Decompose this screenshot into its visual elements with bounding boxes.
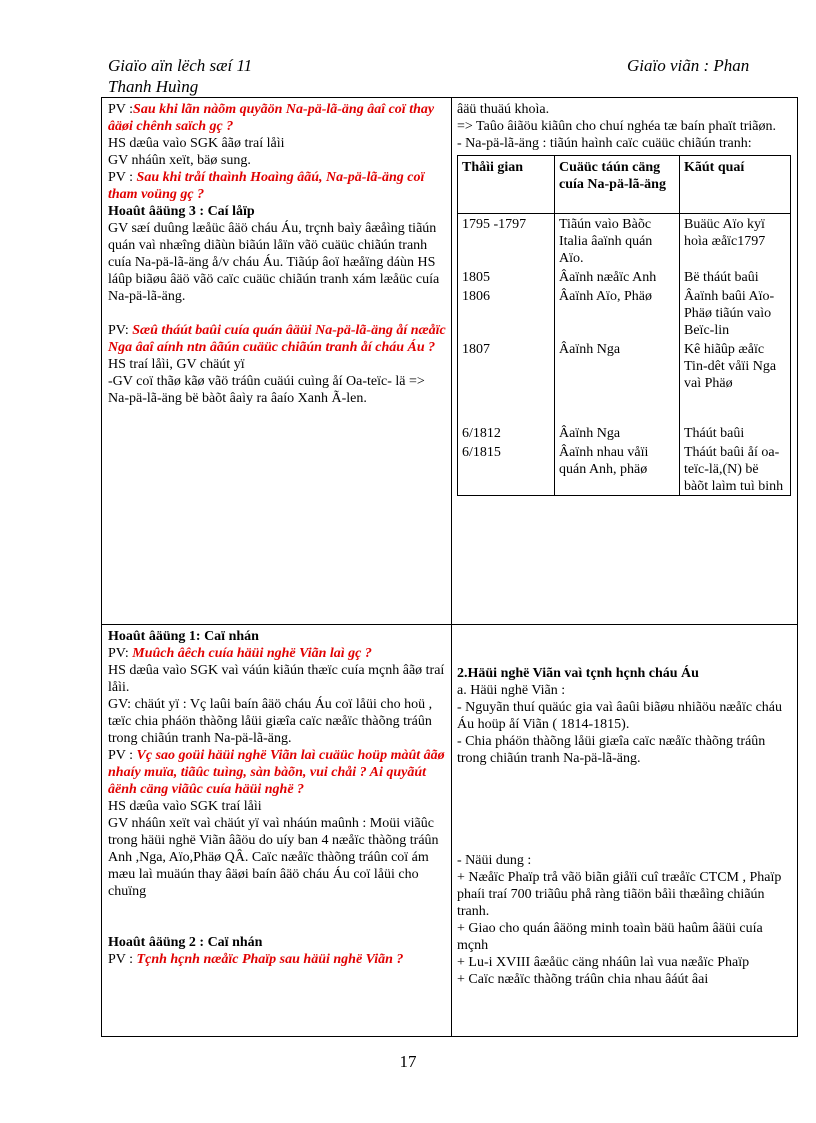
left-top-cell: [108, 101, 446, 407]
text-paragraph: HS dæûa vaìo SGK traí låìi: [108, 799, 262, 814]
question-prefix: PV :: [108, 102, 134, 117]
activity-heading: 2.Häüi nghë Viãn vaì tçnh hçnh cháu Áu: [457, 666, 699, 681]
left-bottom-cell: [108, 628, 446, 968]
row-divider-left: [101, 624, 798, 625]
question-paragraph: [108, 951, 446, 968]
text-paragraph: - Na-pä-lã-äng : tiãún haình caïc cuäüc chiãún tranh:: [457, 136, 752, 151]
activity-heading: Hoaût âäüng 1: Caï nhán: [108, 629, 259, 644]
question-prefix: PV:: [108, 323, 133, 338]
text-paragraph: HS traí låìi, GV chäút yï: [108, 357, 245, 372]
question-text: Tçnh hçnh næåïc Phaïp sau häüi nghë Viãn ?: [136, 952, 404, 967]
text-paragraph: + Giao cho quán âäöng minh toaìn bäü haûm âäüi cuía mçnh: [457, 921, 763, 953]
napoleon-timeline-table: [457, 155, 791, 496]
text-paragraph: GV: chäút yï : Vç laûi baín âäö cháu Áu coï låüi cho hoü , tæïc chia pháön thàõng låüi giæîa caïc næåïc thàõng tráûn trong chiãún tranh Na-pä-lã-äng.: [108, 697, 433, 746]
cell-time: 1807: [458, 339, 555, 423]
text-paragraph: + Caïc næåïc thàõng tráûn chia nhau âáút âai: [457, 972, 709, 987]
table-row: [458, 442, 791, 496]
right-bottom-cell: [457, 665, 793, 988]
header-subject: Giaïo aïn lëch sæí 11: [108, 56, 253, 75]
text-paragraph: HS dæûa vaìo SGK âãø traí låìi: [108, 136, 285, 151]
header-time: Thåìi gian: [458, 156, 555, 214]
page-number: 17: [399, 1052, 417, 1071]
cell-campaign: Âaïnh næåïc Anh: [555, 267, 680, 286]
cell-result: Tháút baûi: [680, 423, 791, 442]
text-paragraph: âäü thuäú khoìa.: [457, 102, 550, 117]
text-paragraph: - Näüi dung :: [457, 853, 532, 868]
blank-line: [457, 835, 793, 852]
cell-time: 6/1815: [458, 442, 555, 496]
cell-time: 1806: [458, 286, 555, 339]
blank-line: [457, 801, 793, 818]
blank-line: [108, 917, 446, 934]
text-paragraph: a. Häüi nghë Viãn :: [457, 683, 566, 698]
activity-heading: Hoaût âäüng 3 : Caí låïp: [108, 204, 255, 219]
right-top-cell: [457, 101, 793, 496]
blank-line: [457, 784, 793, 801]
question-prefix: PV :: [108, 170, 137, 185]
cell-campaign: Âaïnh Nga: [555, 423, 680, 442]
column-divider: [451, 97, 452, 1037]
text-paragraph: GV nháûn xeït vaì chäút yï vaì nháún maûnh : Moüi viãûc trong häüi nghë Viãn âãöu do uíy ban 4 næåïc thàõng tráûn Anh ,Nga, Aïo,Phäø QÂ. Caïc næåïc thàõng tráûn coï ám mæu laì muäún thay âäøi baín âäö cháu Áu coï låüi cho chuïng: [108, 816, 439, 899]
cell-result: Âaïnh baûi Aïo-Phäø tiãún vaìo Beïc-lin: [680, 286, 791, 339]
blank-line: [457, 818, 793, 835]
text-paragraph: HS dæûa vaìo SGK vaì váún kiãún thæïc cuía mçnh âãø traí låìi.: [108, 663, 445, 695]
cell-result: Kê hiãûp æåïc Tin-dêt våïi Nga vaì Phäø: [680, 339, 791, 423]
cell-campaign: Âaïnh nhau våïi quán Anh, phäø: [555, 442, 680, 496]
cell-result: Buäüc Aïo kyï hoìa æåïc1797: [680, 214, 791, 268]
question-prefix: PV :: [108, 748, 137, 763]
cell-result: Tháút baûi åí oa-teïc-lä,(N) bë bàõt laìm tuì binh: [680, 442, 791, 496]
text-paragraph: -GV coï thãø kãø vãö tráûn cuäúi cuìng åí Oa-teïc- lä => Na-pä-lã-äng bë bàõt âaìy ra âaío Xanh Ã-len.: [108, 374, 425, 406]
text-paragraph: GV nháûn xeït, bäø sung.: [108, 153, 251, 168]
question-text: Sau khi tråí thaình Hoaìng âãú, Na-pä-lã-äng coï tham voüng gç ?: [108, 170, 425, 202]
cell-result: Bë tháút baûi: [680, 267, 791, 286]
question-paragraph: [108, 747, 446, 798]
header-result: Kãút quaí: [680, 156, 791, 214]
cell-campaign: Tiãún vaìo Bàõc Italia âaïnh quán Aïo.: [555, 214, 680, 268]
question-paragraph: [108, 322, 446, 356]
question-paragraph: [108, 645, 446, 662]
question-paragraph: [108, 101, 446, 135]
question-text: Sau khi lãn nàõm quyãön Na-pä-lã-äng âaî coï thay âäøi chênh saïch gç ?: [108, 102, 435, 134]
question-prefix: PV :: [108, 952, 137, 967]
cell-time: 1795 -1797: [458, 214, 555, 268]
timeline-header-row: [458, 156, 791, 214]
header-right: Giaïo viãn : Phan: [627, 56, 750, 75]
cell-campaign: Âaïnh Nga: [555, 339, 680, 423]
table-row: [458, 339, 791, 423]
text-paragraph: + Lu-i XVIII âæåüc cäng nháûn laì vua næåïc Phaïp: [457, 955, 750, 970]
question-prefix: PV:: [108, 646, 133, 661]
cell-time: 1805: [458, 267, 555, 286]
cell-campaign: Âaïnh Aïo, Phäø: [555, 286, 680, 339]
cell-time: 6/1812: [458, 423, 555, 442]
header-author: Thanh Huìng: [108, 77, 199, 96]
table-row: [458, 286, 791, 339]
text-paragraph: GV sæí duûng læåüc âäö cháu Áu, trçnh baìy âæåìng tiãún quán vaì nhæîng diãùn biãún låïn vãö cuäüc chiãún tranh cuía Na-pä-lã-äng å/v cháu Áu. Tiãúp âoï hæåïng dáùn HS láûp biãøu âäö vãö caïc cuäüc chiãún tranh xám læåüc cuía Na-pä-lã-äng.: [108, 221, 440, 304]
question-text: Sæû tháút baûi cuía quán âäüi Na-pä-lã-äng åí næåïc Nga âaî aính ntn âãún cuäüc chiãún tranh åí cháu Áu ?: [108, 323, 446, 355]
text-paragraph: => Taûo âiãöu kiãûn cho chuí nghéa tæ baín phaït triãøn.: [457, 119, 776, 134]
header-campaign: Cuäüc táún cäng cuía Na-pä-lã-äng: [555, 156, 680, 214]
activity-heading: Hoaût âäüng 2 : Caï nhán: [108, 935, 263, 950]
question-text: Vç sao goüi häüi nghë Viãn laì cuäüc hoüp màût âãø nhaíy muïa, tiãûc tuìng, sàn bàõn, vui chåi ? Ai quyãút âënh cäng viãûc cuía häüi nghë ?: [108, 748, 445, 797]
question-paragraph: [108, 169, 446, 203]
blank-line: [108, 305, 446, 322]
blank-line: [457, 767, 793, 784]
question-text: Muûch âêch cuía häüi nghë Viãn laì gç ?: [132, 646, 372, 661]
text-paragraph: - Chia pháön thàõng låüi giæîa caïc næåïc thàõng tráûn trong chiãún tranh Na-pä-lã-äng.: [457, 734, 766, 766]
table-row: [458, 214, 791, 268]
header-left: [108, 55, 338, 97]
blank-line: [108, 900, 446, 917]
table-row: [458, 423, 791, 442]
text-paragraph: + Næåïc Phaïp trå vãö biãn giåïi cuî træåïc CTCM , Phaïp phaíi traí 700 triãûu phå ràng tiãön båìi thæåìng chiãún tranh.: [457, 870, 782, 919]
table-row: [458, 267, 791, 286]
text-paragraph: - Nguyãn thuí quäúc gia vaì âaûi biãøu nhiãöu næåïc cháu Áu hoüp åí Viãn ( 1814-1815).: [457, 700, 783, 732]
